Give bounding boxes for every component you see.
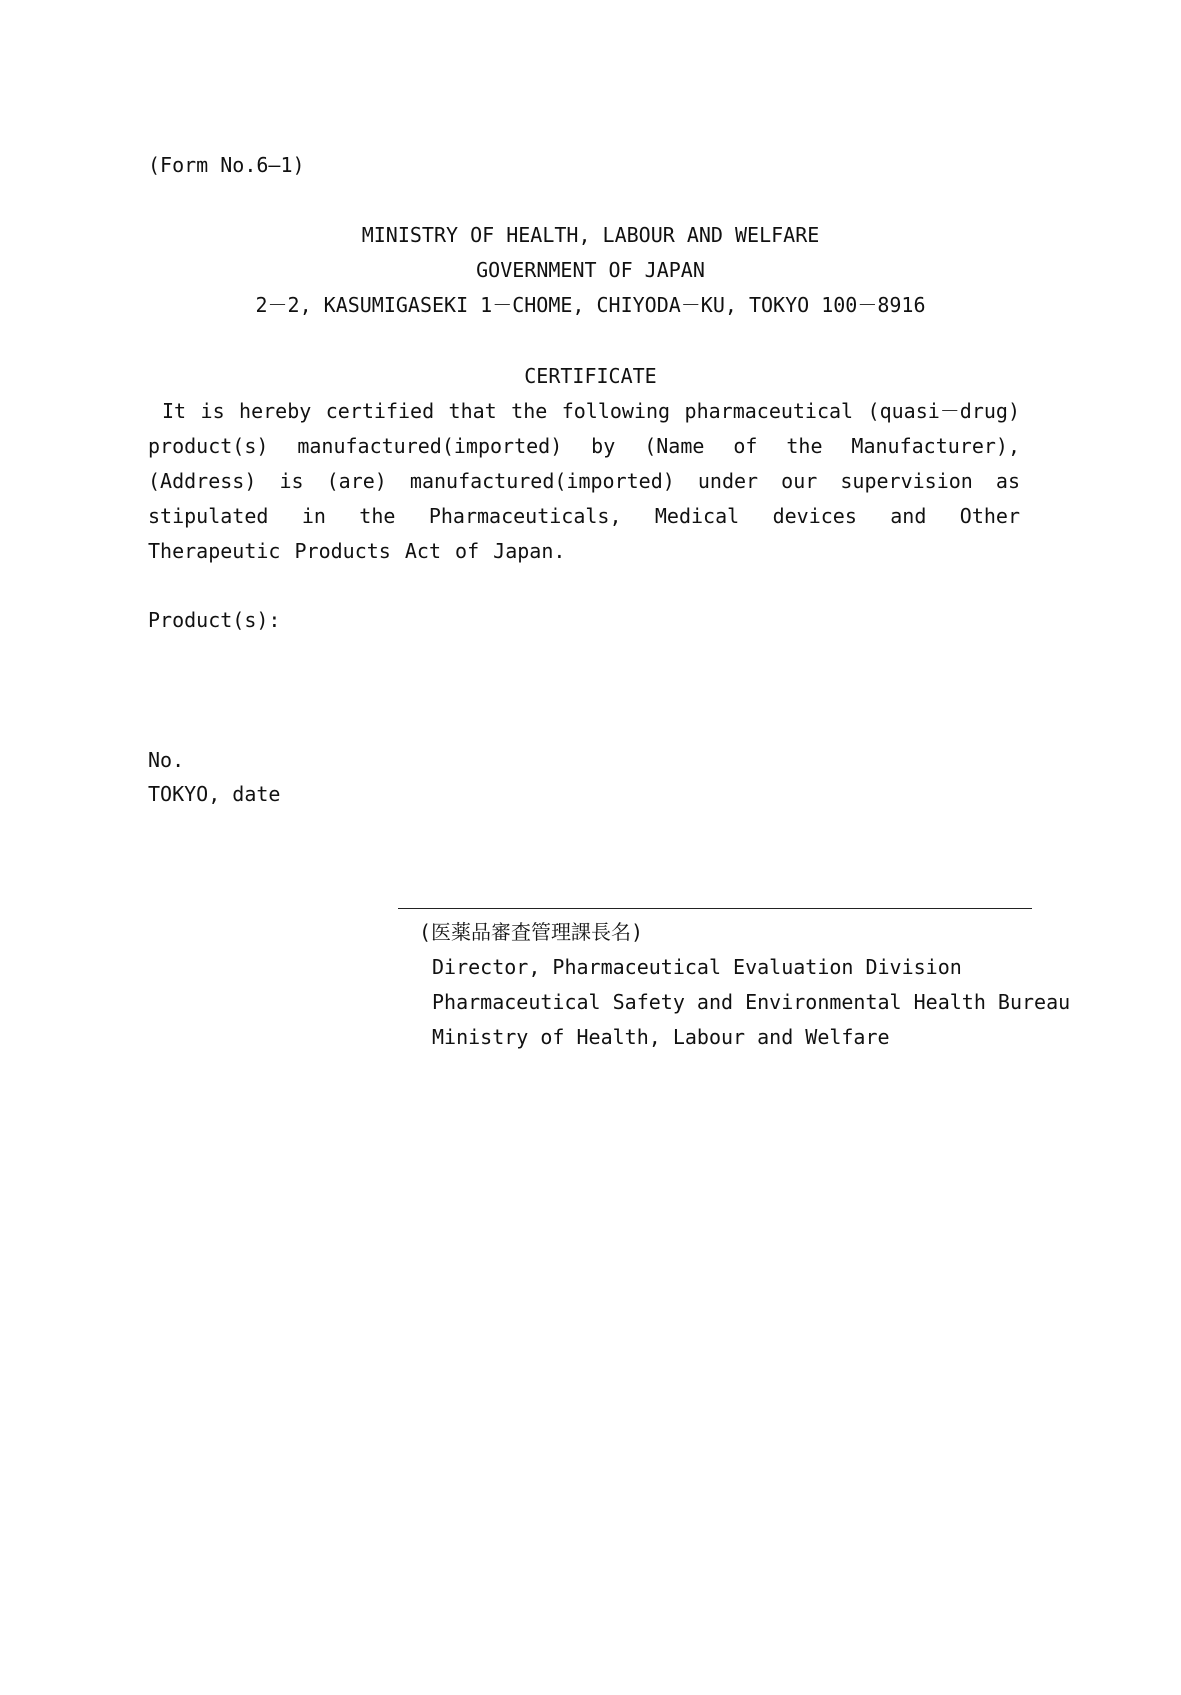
- signatory-title-line2: Pharmaceutical Safety and Environmental Health Bureau: [432, 990, 1071, 1014]
- ministry-name: MINISTRY OF HEALTH, LABOUR AND WELFARE: [361, 223, 820, 247]
- signature-line: [398, 908, 1032, 909]
- signatory-name-placeholder: (医薬品審査管理課長名): [419, 920, 644, 944]
- certificate-title: CERTIFICATE: [524, 364, 657, 388]
- certificate-number-label: No.: [148, 748, 185, 772]
- signatory-title-line3: Ministry of Health, Labour and Welfare: [432, 1025, 890, 1049]
- products-label: Product(s):: [148, 608, 281, 632]
- form-number: (Form No.6―1): [148, 153, 305, 177]
- certificate-statement: It is hereby certified that the following pharmaceutical (quasi－drug) product(s) manufactured(imported) by (Name of the Manufacturer), (Address) is (are) manufactured(imported) under our supervision as stipulated in the Pharmaceuticals, Medical devices and Other Therapeutic Products Act of Japan.: [148, 399, 1020, 563]
- signatory-title-line1: Director, Pharmaceutical Evaluation Division: [432, 955, 962, 979]
- government-name: GOVERNMENT OF JAPAN: [476, 258, 705, 282]
- place-date-label: TOKYO, date: [148, 782, 281, 806]
- ministry-address: 2－2, KASUMIGASEKI 1－CHOME, CHIYODA－KU, TOKYO 100－8916: [255, 293, 926, 317]
